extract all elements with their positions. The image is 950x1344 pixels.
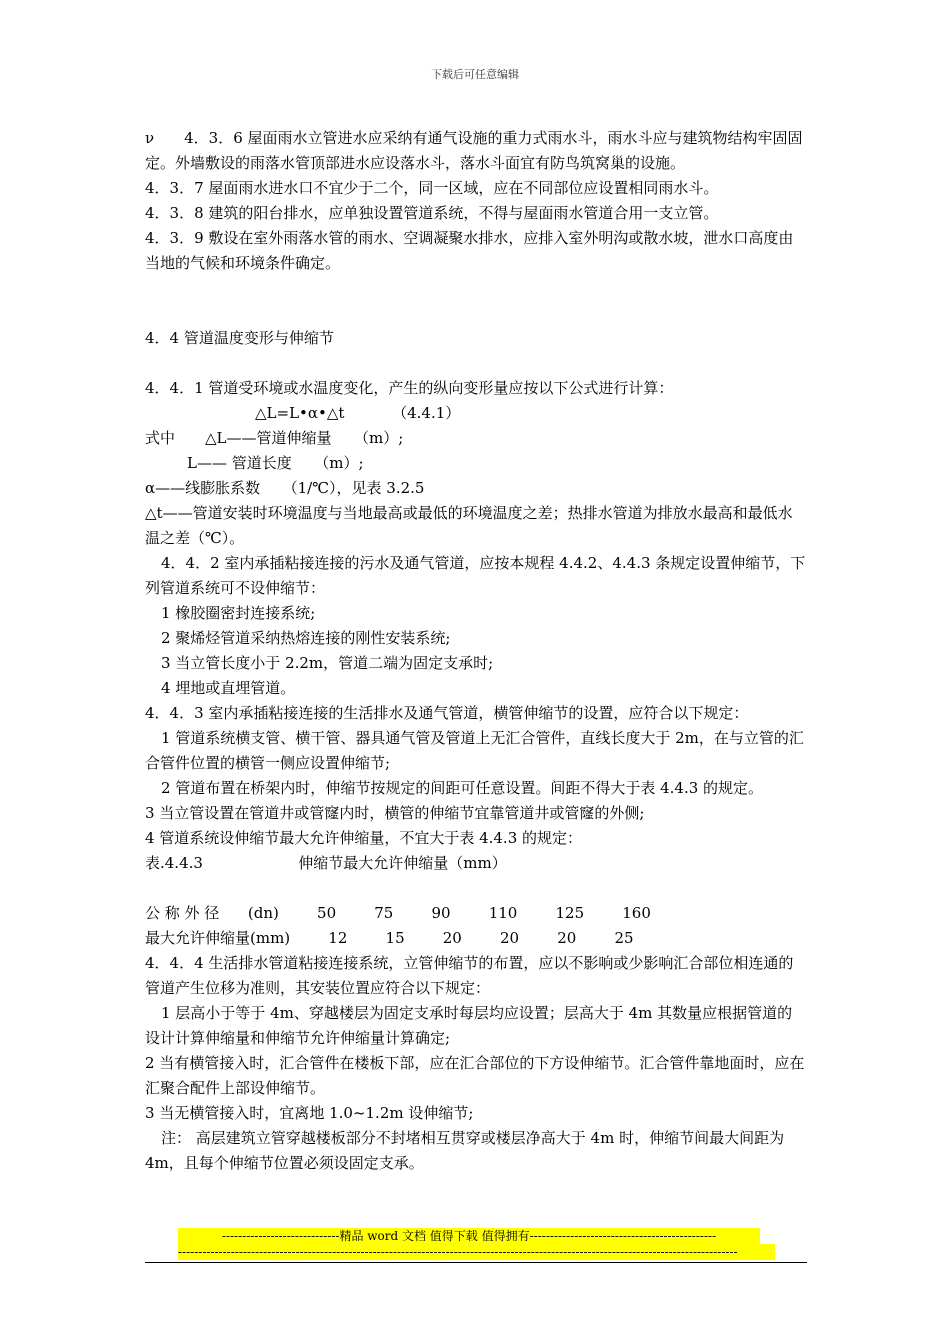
paragraph-4-3-6: ν 4．3．6 屋面雨水立管进水应采纳有通气设施的重力式雨水斗，雨水斗应与建筑物结构牢固固定。外墙敷设的雨落水管顶部进水应设落水斗，落水斗面宜有防鸟筑窝巢的设施。 (145, 129, 803, 172)
list-item: 2 管道布置在桥架内时，伸缩节按规定的间距可任意设置。间距不得大于表 4.4.3 的规定。 (161, 779, 764, 797)
definition-delta-t: △t——管道安装时环境温度与当地最高或最低的环境温度之差；热排水管道为排放水最高和最低水温之差（℃）。 (145, 504, 793, 547)
list-item: 4 管道系统设伸缩节最大允许伸缩量，不宜大于表 4.4.3 的规定： (145, 829, 583, 847)
footer-rule (145, 1262, 807, 1263)
document-body (145, 126, 807, 1176)
table-row: 最大允许伸缩量(mm) 12 15 20 20 20 25 (145, 929, 634, 947)
paragraph-4-4-1: 4．4．1 管道受环境或水温度变化，产生的纵向变形量应按以下公式进行计算： (145, 379, 674, 397)
footer-banner-dashes: ------------------------------------------------------------------------------------------------------------------------------------------ (178, 1244, 775, 1260)
list-item: 3 当立管设置在管道井或管窿内时，横管的伸缩节宜靠管道井或管窿的外侧; (145, 804, 645, 822)
list-item: 4 埋地或直埋管道。 (161, 679, 296, 697)
spacer (145, 876, 807, 901)
list-item: 1 橡胶圈密封连接系统; (161, 604, 316, 622)
paragraph-4-3-8: 4．3．8 建筑的阳台排水，应单独设置管道系统，不得与屋面雨水管道合用一支立管。 (145, 204, 719, 222)
definition-delta-l: 式中 △L——管道伸缩量 （m）; (145, 429, 404, 447)
list-item: 2 当有横管接入时，汇合管件在楼板下部，应在汇合部位的下方设伸缩节。汇合管件靠地面时，应在汇聚合配件上部设伸缩节。 (145, 1054, 805, 1097)
list-item: 3 当立管长度小于 2.2m，管道二端为固定支承时; (161, 654, 494, 672)
list-item: 1 层高小于等于 4m、穿越楼层为固定支承时每层均应设置；层高大于 4m 其数量应根据管道的设计计算伸缩量和伸缩节允许伸缩量计算确定; (145, 1004, 793, 1047)
page-header: 下载后可任意编辑 (431, 68, 519, 81)
note: 注： 高层建筑立管穿越楼板部分不封堵相互贯穿或楼层净高大于 4m 时，伸缩节间最大间距为 4m，且每个伸缩节位置必须设固定支承。 (145, 1129, 785, 1172)
section-title: 4．4 管道温度变形与伸缩节 (145, 329, 334, 347)
table-caption: 表.4.4.3 伸缩节最大允许伸缩量（mm） (145, 854, 507, 872)
paragraph-4-3-9: 4．3．9 敷设在室外雨落水管的雨水、空调凝聚水排水，应排入室外明沟或散水坡，泄水口高度由当地的气候和环境条件确定。 (145, 229, 794, 272)
formula: △L=L•α•△t （4.4.1） (255, 404, 461, 422)
definition-alpha: α——线膨胀系数 （1/℃），见表 3.2.5 (145, 479, 425, 497)
table-row: 公 称 外 径 (dn) 50 75 90 110 125 160 (145, 904, 651, 922)
list-item: 2 聚烯烃管道采纳热熔连接的刚性安装系统; (161, 629, 451, 647)
paragraph-4-4-4: 4．4．4 生活排水管道粘接连接系统，立管伸缩节的布置，应以不影响或少影响汇合部位相连通的管道产生位移为准则，其安装位置应符合以下规定： (145, 954, 794, 997)
paragraph-4-4-3: 4．4．3 室内承插粘接连接的生活排水及通气管道，横管伸缩节的设置，应符合以下规定： (145, 704, 749, 722)
list-item: 3 当无横管接入时，宜离地 1.0~1.2m 设伸缩节; (145, 1104, 474, 1122)
paragraph-4-4-2: 4．4．2 室内承插粘接连接的污水及通气管道，应按本规程 4.4.2、4.4.3 条规定设置伸缩节，下列管道系统可不设伸缩节： (145, 554, 806, 597)
footer-banner: -----------------------------精品 word 文档 值得下载 值得拥有---------------------------------------------- (178, 1228, 760, 1244)
definition-l: L—— 管道长度 （m）; (187, 454, 364, 472)
spacer (145, 351, 807, 376)
spacer (145, 276, 807, 326)
paragraph-4-3-7: 4．3．7 屋面雨水进水口不宜少于二个，同一区域，应在不同部位应设置相同雨水斗。 (145, 179, 719, 197)
list-item: 1 管道系统横支管、横干管、器具通气管及管道上无汇合管件，直线长度大于 2m，在与立管的汇合管件位置的横管一侧应设置伸缩节; (145, 729, 804, 772)
